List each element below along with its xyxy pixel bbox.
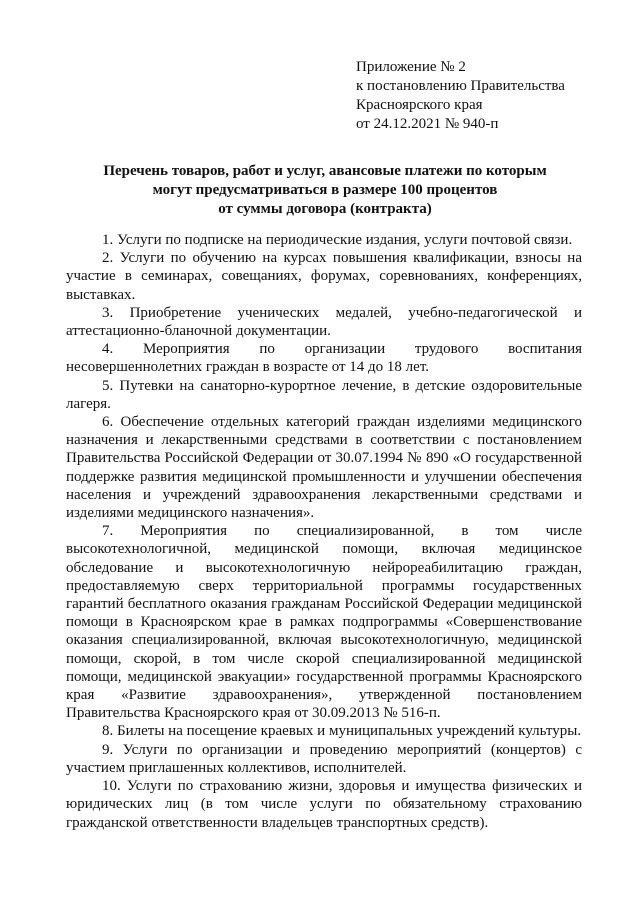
list-item: 5. Путевки на санаторно-курортное лечение, в детские оздоровительные лагеря.: [66, 377, 582, 412]
items-list: [66, 231, 582, 832]
list-item: 9. Услуги по организации и проведению мероприятий (концертов) с участием приглашенных коллективов, исполнителей.: [66, 741, 582, 776]
list-item: 3. Приобретение ученических медалей, учебно-педагогической и аттестационно-бланочной документации.: [66, 304, 582, 340]
appendix-date: от 24.12.2021 № 940-п: [356, 116, 499, 132]
list-item: 8. Билеты на посещение краевых и муниципальных учреждений культуры.: [102, 723, 582, 740]
title-line: Перечень товаров, работ и услуг, авансовые платежи по которым: [103, 163, 547, 179]
list-item: 7. Мероприятия по специализированной, в том числе высокотехнологичной, медицинской помощи, включая медицинское обследование и высокотехнологичную нейрореабилитацию граждан, предоставляемую сверх территориальной программы государственных гарантий бесплатного оказания гражданам Российской Федерации медицинской помощи в Красноярском крае в рамках подпрограммы «Совершенствование оказания специализированной, включая высокотехнологичную, медицинской помощи, скорой, в том числе скорой специализированной медицинской помощи, медицинской эвакуации» государственной программы Красноярского края «Развитие здравоохранения», утвержденной постановлением Правительства Красноярского края от 30.09.2013 № 516-п.: [66, 523, 582, 722]
list-item: 10. Услуги по страхованию жизни, здоровья и имущества физических и юридических лиц (в том числе услуги по обязательному страхованию гражданской ответственности владельцев транспортных средств).: [66, 778, 582, 831]
list-item: 2. Услуги по обучению на курсах повышения квалификации, взносы на участие в семинарах, совещаниях, форумах, соревнованиях, конференциях, выставках.: [66, 250, 582, 303]
title-line: могут предусматриваться в размере 100 процентов: [152, 182, 498, 198]
document-title: [60, 162, 590, 219]
list-item: 6. Обеспечение отдельных категорий граждан изделиями медицинского назначения и лекарственными средствами в соответствии с постановлением Правительства Российской Федерации от 30.07.1994 № 890 «О государственной поддержке развития медицинской промышленности и улучшении обеспечения населения и учреждений здравоохранения лекарственными средствами и изделиями медицинского назначения».: [66, 414, 582, 522]
list-item: 1. Услуги по подписке на периодические издания, услуги почтовой связи.: [102, 232, 573, 248]
appendix-resolution: к постановлению Правительства: [356, 78, 565, 94]
list-item: 4. Мероприятия по организации трудового воспитания несовершеннолетних граждан в возрасте от 14 до 18 лет.: [66, 341, 582, 376]
appendix-header: [356, 58, 626, 134]
title-line: от суммы договора (контракта): [218, 201, 432, 217]
appendix-region: Красноярского края: [356, 97, 483, 113]
appendix-number: Приложение № 2: [356, 59, 466, 75]
